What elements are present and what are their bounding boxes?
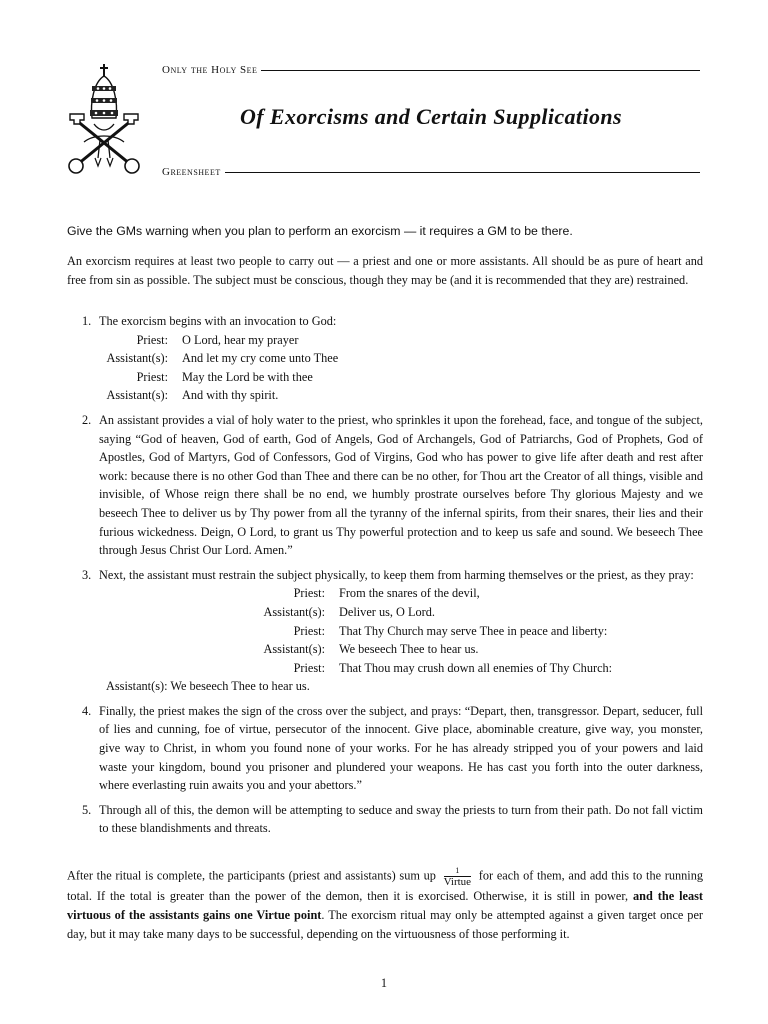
step-5 [67, 801, 703, 838]
gm-warning: Give the GMs warning when you plan to perform an exorcism — it requires a GM to be there. [67, 224, 573, 238]
header-bottom-label: Greensheet [162, 166, 221, 178]
litany-line [99, 584, 612, 603]
step-text: Next, the assistant must restrain the subject physically, to keep them from harming themselves or the priest, as they pray: [99, 567, 694, 582]
response: We beseech Thee to hear us. [339, 642, 479, 657]
step-text: Finally, the priest makes the sign of the cross over the subject, and prays: “Depart, then, transgressor. Depart, seducer, full of lies and cunning, foe of virtue, persecutor of the innocent. Give place, abominable creature, give way, you monster, give way to Christ, in whom you found none of your works. For he has already stripped you of your powers and laid waste your kingdom, bound you prisoner and plundered your weapons. He has cast you forth into the outer darkness, where everlasting ruin awaits you and your abettors.” [99, 703, 703, 793]
step-text: The exorcism begins with an invocation to God: [99, 314, 337, 328]
speaker: Priest: [136, 332, 168, 347]
response: That Thou may crush down all enemies of Thy Church: [339, 660, 613, 675]
fraction-numerator: 1 [444, 866, 471, 877]
response: That Thy Church may serve Thee in peace and liberty: [339, 623, 608, 638]
litany-line [99, 603, 612, 622]
litany-line [99, 659, 612, 678]
papal-emblem-icon [64, 62, 144, 180]
step-number: 3. [82, 567, 92, 582]
intro-paragraph: An exorcism requires at least two people to carry out — a priest and one or more assistants. All should be as pure of heart and free from sin as possible. The subject must be conscious, though they may be (and it is recommended that they are) restrained. [67, 254, 703, 287]
header-top-rule [261, 70, 700, 71]
litany-line [67, 349, 338, 368]
final-text-bold: and the least virtuous of the assistants gains one Virtue point [67, 889, 703, 922]
speaker: Assistant(s): [106, 351, 168, 366]
litany-line [99, 640, 612, 659]
speaker: Assistant(s): [263, 642, 325, 657]
final-text-middle: for each of them, and add this to the running total. If the total is greater than the power of the demon, then it is exorcised. Otherwise, it is still in power, [67, 868, 704, 903]
step-number: 2. [82, 412, 92, 427]
ritual-steps [67, 312, 703, 844]
header-bottom-line [162, 166, 700, 178]
response: And with thy spirit. [182, 388, 279, 403]
final-paragraph [67, 866, 703, 944]
step-1 [67, 312, 703, 405]
step-4 [67, 702, 703, 795]
speaker: Assistant(s): [263, 604, 325, 619]
step-3 [67, 566, 703, 696]
step-text: An assistant provides a vial of holy water to the priest, who sprinkles it upon the forehead, face, and tongue of the subject, saying “God of heaven, God of earth, God of Angels, God of Archangels, God of Patriarchs, God of Prophets, God of Apostles, God of Martyrs, God of Confessors, God of Virgins, God who has power to give life after death and rest after work: because there is no other God than Thee and there can be no other, for Thou art the Creator of all things, visible and invisible, of Whose reign there shall be no end, we humbly prostrate ourselves before Thy glorious Majesty and we beseech Thee to deliver us by Thy power from all the tyranny of the infernal spirits, from their snares, their lies and their furious wickedness. Deign, O Lord, to grant us Thy powerful protection and to keep us safe and sound. We beseech Thee through Jesus Christ Our Lord. Amen.” [99, 412, 703, 558]
speaker: Priest: [293, 623, 325, 638]
litany-line [67, 331, 338, 350]
response: Deliver us, O Lord. [339, 604, 435, 619]
litany-line [67, 386, 338, 405]
virtue-fraction [444, 866, 471, 887]
header-bottom-rule [225, 172, 700, 173]
header-top-line [162, 64, 700, 76]
page-number: 1 [380, 976, 388, 990]
litany-1 [67, 331, 338, 405]
response: May the Lord be with thee [182, 369, 313, 384]
step-number: 5. [82, 802, 92, 817]
speaker: Priest: [136, 369, 168, 384]
speaker: Priest: [293, 586, 325, 601]
response: From the snares of the devil, [339, 586, 480, 601]
header-top-label: Only the Holy See [162, 64, 258, 76]
litany-last-line: Assistant(s): We beseech Thee to hear us. [106, 679, 310, 694]
step-number: 4. [82, 703, 92, 718]
speaker: Priest: [293, 660, 325, 675]
fraction-denominator: Virtue [443, 876, 472, 888]
step-number: 1. [82, 314, 92, 328]
step-2 [67, 411, 703, 560]
speaker: Assistant(s): [106, 388, 168, 403]
response: O Lord, hear my prayer [182, 332, 299, 347]
litany-3 [99, 584, 612, 677]
response: And let my cry come unto Thee [182, 351, 339, 366]
litany-line [99, 622, 612, 641]
step-text: Through all of this, the demon will be attempting to seduce and sway the priests to turn from their path. Do not fall victim to these blandishments and threats. [99, 802, 703, 836]
page-title: Of Exorcisms and Certain Supplications [240, 104, 622, 129]
final-text-before: After the ritual is complete, the participants (priest and assistants) sum up [67, 868, 436, 883]
final-text-after: . The exorcism ritual may only be attempted against a given target once per day, but it may take many days to be successful, depending on the virtuousness of those performing it. [67, 908, 703, 941]
litany-line [67, 368, 338, 387]
